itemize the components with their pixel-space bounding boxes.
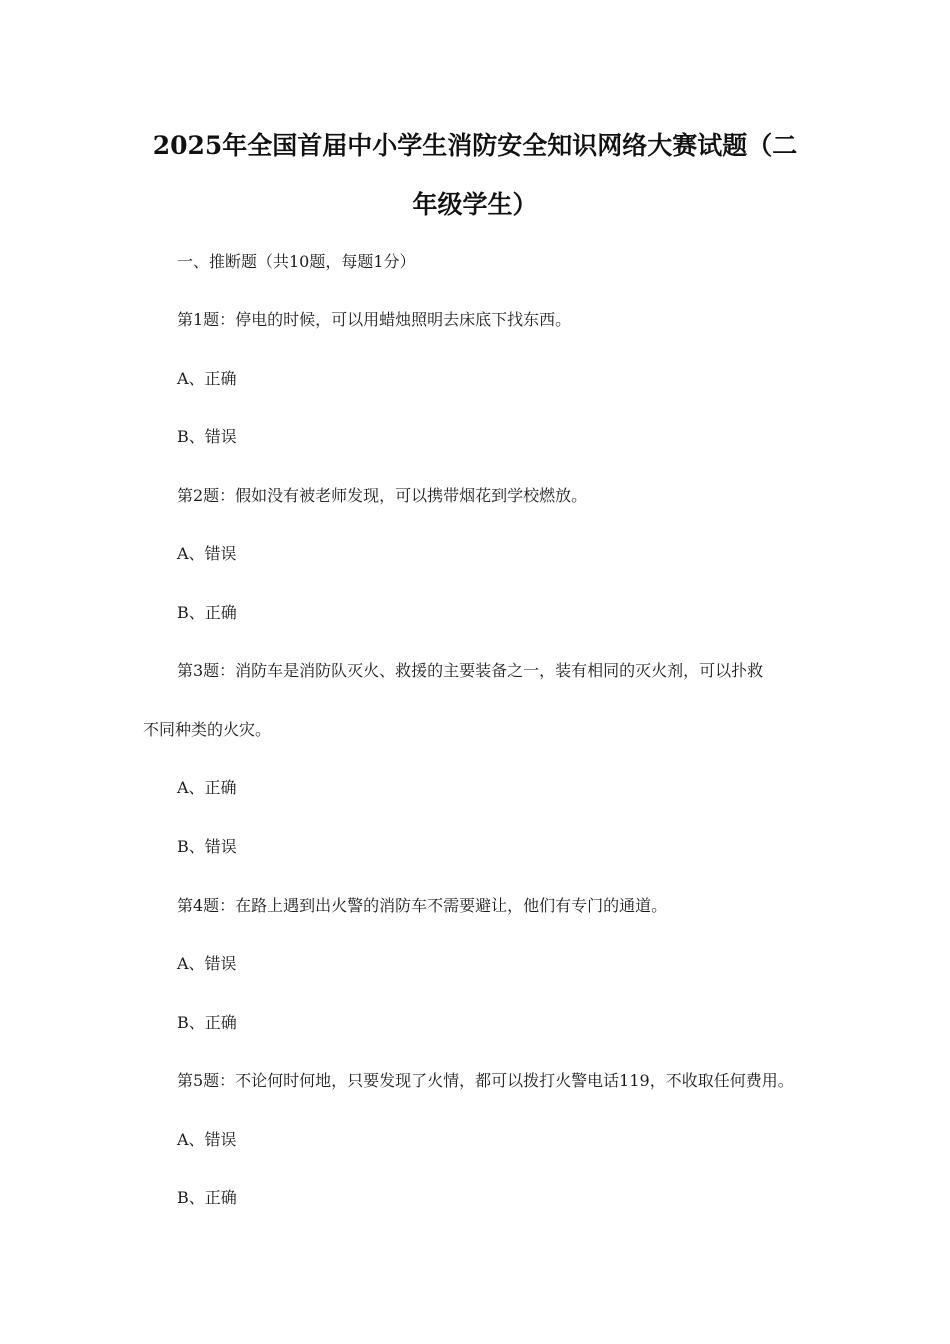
question-3-text-line-1: 第3题：消防车是消防队灭火、救援的主要装备之一，装有相同的灭火剂，可以扑救	[177, 661, 764, 680]
question-3-text-line-2: 不同种类的火灾。	[143, 720, 272, 739]
question-2-option-a: A、错误	[177, 544, 237, 563]
document-title-line-2: 年级学生）	[412, 190, 538, 219]
question-2-option-b: B、正确	[177, 603, 237, 622]
question-2-text: 第2题：假如没有被老师发现，可以携带烟花到学校燃放。	[177, 486, 588, 505]
question-5-option-b: B、正确	[177, 1188, 237, 1207]
section-heading: 一、推断题（共10题，每题1分）	[177, 252, 416, 271]
question-3-option-b: B、错误	[177, 837, 237, 856]
question-1-option-b: B、错误	[177, 427, 237, 446]
question-5-option-a: A、错误	[177, 1130, 237, 1149]
question-5-text: 第5题：不论何时何地，只要发现了火情，都可以拨打火警电话119，不收取任何费用。	[177, 1071, 794, 1090]
document-title-line-1: 2025年全国首届中小学生消防安全知识网络大赛试题（二	[152, 131, 798, 160]
question-3-option-a: A、正确	[177, 778, 237, 797]
question-1-option-a: A、正确	[177, 369, 237, 388]
question-4-option-a: A、错误	[177, 954, 237, 973]
question-4-text: 第4题：在路上遇到出火警的消防车不需要避让，他们有专门的通道。	[177, 896, 668, 915]
question-4-option-b: B、正确	[177, 1013, 237, 1032]
question-1-text: 第1题：停电的时候，可以用蜡烛照明去床底下找东西。	[177, 310, 572, 329]
